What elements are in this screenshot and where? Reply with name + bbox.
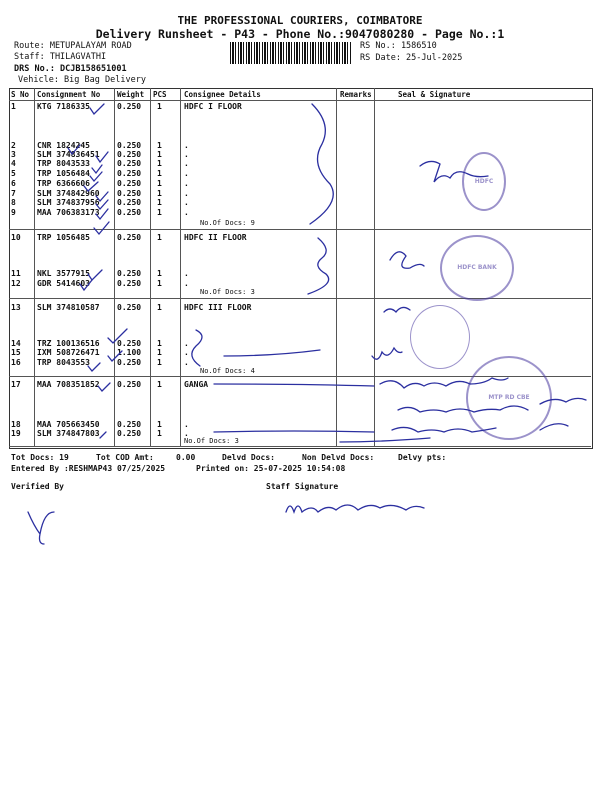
row-consignee: . (184, 429, 189, 438)
row-sno: 7 (11, 189, 16, 198)
delivery-points: Delvy pts: (398, 453, 447, 462)
row-sno: 8 (11, 198, 16, 207)
row-sno: 18 (11, 420, 21, 429)
row-weight: 0.250 (117, 279, 142, 288)
row-sno: 15 (11, 348, 21, 357)
row-consignment-no: SLM 374847803 (37, 429, 100, 438)
row-pcs: 1 (157, 279, 162, 288)
row-sno: 5 (11, 169, 16, 178)
non-delivered-docs: Non Delvd Docs: (302, 453, 375, 462)
row-sno: 4 (11, 159, 16, 168)
staff-signature-label: Staff Signature (266, 482, 339, 491)
row-weight: 0.250 (117, 380, 142, 389)
row-pcs: 1 (157, 159, 162, 168)
row-weight: 0.250 (117, 189, 142, 198)
row-sno: 13 (11, 303, 21, 312)
row-consignee: . (184, 198, 189, 207)
vehicle: Vehicle: Big Bag Delivery (18, 75, 146, 85)
row-consignment-no: TRP 1056485 (37, 233, 90, 242)
row-sno: 3 (11, 150, 16, 159)
row-consignee: . (184, 189, 189, 198)
col-sno: S No (11, 90, 30, 99)
row-sno: 19 (11, 429, 21, 438)
row-consignee: . (184, 159, 189, 168)
col-seal: Seal & Signature (398, 90, 471, 99)
row-consignment-no: MAA 708351852 (37, 380, 100, 389)
row-pcs: 1 (157, 141, 162, 150)
row-weight: 0.250 (117, 102, 142, 111)
col-consignment: Consignment No (37, 90, 101, 99)
row-pcs: 1 (157, 189, 162, 198)
row-weight: 0.250 (117, 303, 142, 312)
hdfc-bank-stamp: HDFC BANK (440, 235, 514, 301)
row-consignment-no: SLM 374810587 (37, 303, 100, 312)
company-name: THE PROFESSIONAL COURIERS, COIMBATORE (177, 14, 423, 27)
row-consignee: . (184, 339, 189, 348)
row-pcs: 1 (157, 102, 162, 111)
row-weight: 0.250 (117, 429, 142, 438)
row-consignee: . (184, 169, 189, 178)
row-pcs: 1 (157, 198, 162, 207)
row-pcs: 1 (157, 179, 162, 188)
col-weight: Weight (117, 90, 145, 99)
row-sno: 11 (11, 269, 21, 278)
row-pcs: 1 (157, 233, 162, 242)
group-docs-2: No.Of Docs: 3 (200, 288, 255, 296)
row-sno: 12 (11, 279, 21, 288)
row-weight: 0.250 (117, 339, 142, 348)
faded-stamp (410, 305, 470, 369)
row-consignment-no: MAA 706383173 (37, 208, 100, 217)
row-consignment-no: TRP 8043533 (37, 159, 90, 168)
delivered-docs: Delvd Docs: (222, 453, 275, 462)
row-consignment-no: SLM 374842960 (37, 189, 100, 198)
row-consignment-no: CNR 1824245 (37, 141, 90, 150)
row-pcs: 1 (157, 429, 162, 438)
total-cod-value: 0.00 (176, 453, 196, 462)
rs-date: RS Date: 25-Jul-2025 (360, 53, 463, 63)
hdfc-stamp: HDFC (462, 152, 506, 211)
mtp-stamp: MTP RD CBE (466, 356, 552, 440)
row-consignment-no: MAA 705663450 (37, 420, 100, 429)
row-consignee: . (184, 141, 189, 150)
row-consignee: . (184, 279, 189, 288)
entered-by: Entered By :RESHMAP43 07/25/2025 (11, 464, 166, 473)
col-consignee: Consignee Details (184, 90, 261, 99)
row-pcs: 1 (157, 150, 162, 159)
group-docs-4: No.Of Docs: 3 (184, 437, 239, 445)
row-consignment-no: TRZ 100136516 (37, 339, 100, 348)
col-pcs: PCS (153, 90, 167, 99)
row-consignment-no: TRP 8043553 (37, 358, 90, 367)
row-sno: 16 (11, 358, 21, 367)
barcode (230, 42, 352, 64)
row-pcs: 1 (157, 380, 162, 389)
col-remarks: Remarks (340, 90, 372, 99)
row-consignee: . (184, 150, 189, 159)
row-consignee: . (184, 208, 189, 217)
row-pcs: 1 (157, 339, 162, 348)
row-consignee: . (184, 269, 189, 278)
row-weight: 0.250 (117, 198, 142, 207)
row-sno: 17 (11, 380, 21, 389)
drs-number: DRS No.: DCJB158651001 (14, 64, 127, 74)
row-weight: 0.250 (117, 141, 142, 150)
row-consignment-no: NKL 3577915 (37, 269, 90, 278)
rs-number: RS No.: 1586510 (360, 41, 437, 51)
row-pcs: 1 (157, 303, 162, 312)
row-pcs: 1 (157, 420, 162, 429)
row-consignment-no: TRP 6366606 (37, 179, 90, 188)
row-weight: 0.250 (117, 159, 142, 168)
row-consignee: HDFC I FLOOR (184, 102, 242, 111)
row-consignment-no: IXM 508726471 (37, 348, 100, 357)
row-weight: 0.250 (117, 269, 142, 278)
row-weight: 0.250 (117, 179, 142, 188)
row-pcs: 1 (157, 208, 162, 217)
row-sno: 14 (11, 339, 21, 348)
group-docs-1: No.Of Docs: 9 (200, 219, 255, 227)
row-weight: 1.100 (117, 348, 142, 357)
row-weight: 0.250 (117, 358, 142, 367)
row-weight: 0.250 (117, 420, 142, 429)
row-consignee: . (184, 348, 189, 357)
row-weight: 0.250 (117, 150, 142, 159)
row-consignee: . (184, 358, 189, 367)
row-weight: 0.250 (117, 208, 142, 217)
verified-by-label: Verified By (11, 482, 64, 491)
row-consignment-no: TRP 1056484 (37, 169, 90, 178)
runsheet-title: Delivery Runsheet - P43 - Phone No.:9047080280 - Page No.:1 (95, 27, 505, 41)
route: Route: METUPALAYAM ROAD (14, 41, 132, 51)
row-weight: 0.250 (117, 169, 142, 178)
row-sno: 10 (11, 233, 21, 242)
row-sno: 1 (11, 102, 16, 111)
row-pcs: 1 (157, 269, 162, 278)
total-docs: Tot Docs: 19 (11, 453, 69, 462)
row-pcs: 1 (157, 348, 162, 357)
row-consignment-no: SLM 374837956 (37, 198, 100, 207)
row-consignee: . (184, 179, 189, 188)
row-pcs: 1 (157, 358, 162, 367)
row-consignee: GANGA (184, 380, 209, 389)
printed-on: Printed on: 25-07-2025 10:54:08 (196, 464, 346, 473)
row-consignment-no: GDR 5414603 (37, 279, 90, 288)
staff: Staff: THILAGVATHI (14, 52, 107, 62)
row-consignment-no: SLM 374836451 (37, 150, 100, 159)
total-cod-label: Tot COD Amt: (96, 453, 154, 462)
group-docs-3: No.Of Docs: 4 (200, 367, 255, 375)
row-consignee: . (184, 420, 189, 429)
row-weight: 0.250 (117, 233, 142, 242)
row-pcs: 1 (157, 169, 162, 178)
row-sno: 2 (11, 141, 16, 150)
row-sno: 6 (11, 179, 16, 188)
row-sno: 9 (11, 208, 16, 217)
row-consignee: HDFC III FLOOR (184, 303, 252, 312)
row-consignee: HDFC II FLOOR (184, 233, 247, 242)
row-consignment-no: KTG 7186335 (37, 102, 90, 111)
